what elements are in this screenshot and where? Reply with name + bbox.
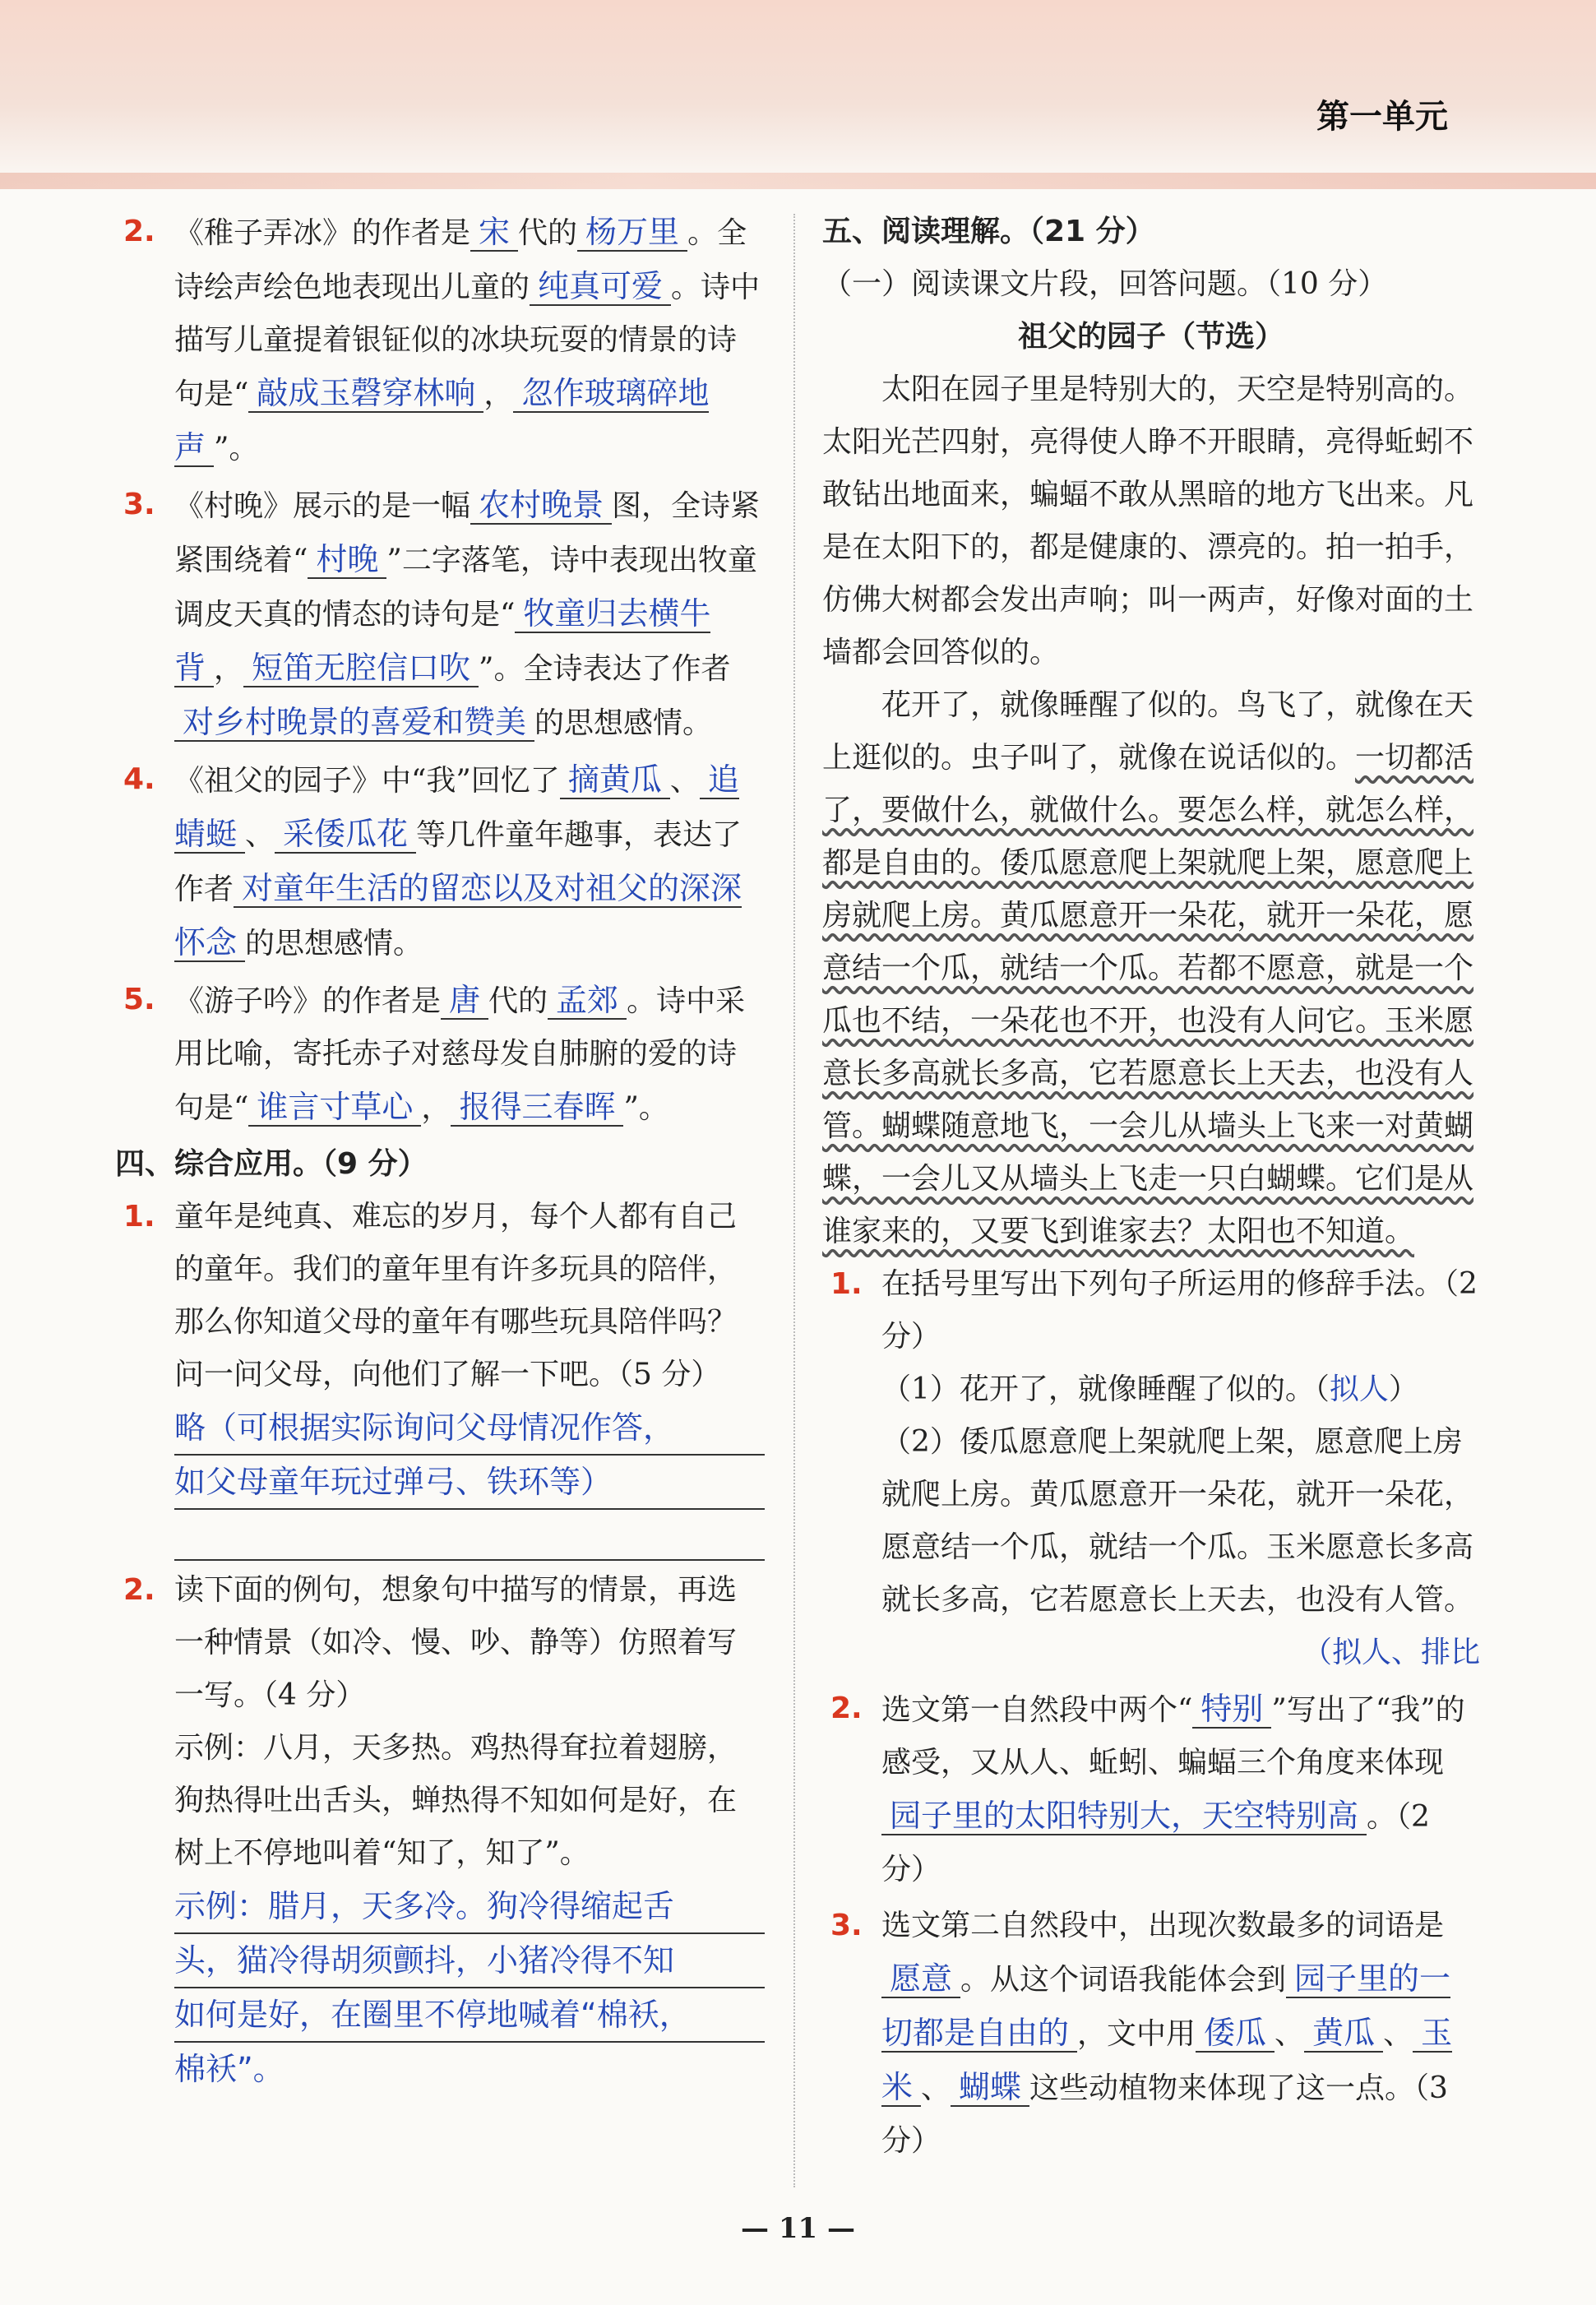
answer: 摘黄瓜	[560, 761, 670, 799]
answer-line: 头，猫冷得胡须颤抖，小猪冷得不知	[174, 1934, 765, 1988]
answer: 村晚	[308, 541, 386, 579]
section-4-question-2: 2. 读下面的例句，想象句中描写的情景，再选一种情景（如冷、慢、吵、静等）仿照着写一写。（4 分） 示例：八月，天多热。鸡热得耷拉着翅膀，狗热得吐出舌头，蝉热得不知如何是好，在树上不停地叫着“知了，知了”。 示例：腊月，天多冷。狗冷得缩起舌 头，猫冷得胡须颤抖，小猪冷得不知 如何是好，在圈里不停地喊着“棉袄， 棉袄”。	[115, 1564, 765, 2095]
answer-line: 如父母童年玩过弹弓、铁环等）	[174, 1456, 765, 1510]
question-5: 5. 《游子吟》的作者是 唐 代的 孟郊 。诗中采用比喻，寄托赤子对慈母发自肺腑的爱的诗句是“ 谁言寸草心 ， 报得三春晖 ”。	[123, 982, 746, 1125]
answer: 对童年生活的留恋以及对祖父的深深怀念	[174, 870, 742, 960]
sub-question-2: （2）倭瓜愿意爬上架就爬上架，愿意爬上房就爬上房。黄瓜愿意开一朵花，就开一朵花，愿意结一个瓜，就结一个瓜。玉米愿意长多高就长多高，它若愿意长上天去，也没有人管。	[881, 1425, 1474, 1617]
answer-line: 略（可根据实际询问父母情况作答，	[174, 1401, 765, 1456]
question-2: 2. 《稚子弄冰》的作者是 宋 代的 杨万里 。全诗绘声绘色地表现出儿童的 纯真可爱 。诗中描写儿童提着银钲似的冰块玩耍的情景的诗句是“ 敲成玉磬穿林响 ， 忽作玻璃碎地声 ”。	[123, 214, 761, 465]
section-4-question-1: 1. 童年是纯真、难忘的岁月，每个人都有自己的童年。我们的童年里有许多玩具的陪伴，那么你知道父母的童年有哪些玩具陪伴吗？问一问父母，向他们了解一下吧。（5 分） 略（可根据实际询问父母情况作答， 如父母童年玩过弹弓、铁环等）	[115, 1191, 765, 1561]
answer: 对乡村晚景的喜爱和赞美	[174, 704, 534, 742]
column-divider	[793, 214, 795, 2187]
reading-question-3: 3. 选文第二自然段中，出现次数最多的词语是愿意 。从这个词语我能体会到 园子里的一切都是自由的 ，文中用 倭瓜 、 黄瓜 、 玉米 、 蝴蝶 这些动植物来体现了这一点。（3 分）	[830, 1909, 1453, 2158]
answer: 唐	[441, 982, 488, 1020]
section-4-heading: 四、综合应用。（9 分）	[115, 1147, 428, 1181]
section-5-heading: 五、阅读理解。（21 分）	[822, 215, 1155, 248]
sub-question-1: （1）花开了，就像睡醒了似的。（拟人）	[881, 1372, 1418, 1406]
question-4: 4. 《祖父的园子》中“我”回忆了 摘黄瓜 、 追蜻蜓 、 采倭瓜花 等几件童年趣事，表达了作者 对童年生活的留恋以及对祖父的深深怀念 的思想感情。	[123, 761, 742, 960]
answer: 园子里的一切都是自由的	[881, 1960, 1451, 2051]
passage-title: 祖父的园子（节选）	[1017, 320, 1284, 354]
answer-line: 如何是好，在圈里不停地喊着“棉袄，	[174, 1988, 765, 2043]
answer-line	[174, 1510, 765, 1561]
answer: 牧童归去横牛背	[174, 595, 711, 686]
answer: 报得三春晖	[451, 1089, 623, 1127]
answer: 纯真可爱	[530, 268, 671, 306]
left-column	[115, 206, 765, 2099]
answer: 倭瓜	[1196, 2015, 1274, 2053]
answer: 谁言寸草心	[248, 1089, 421, 1127]
answer: 敲成玉磬穿林响	[248, 375, 483, 413]
part-1-heading: （一）阅读课文片段，回答问题。（10 分）	[822, 267, 1388, 301]
answer: 蝴蝶	[951, 2069, 1029, 2107]
answer: 忽作玻璃碎地声	[174, 375, 710, 465]
answer: 黄瓜	[1304, 2015, 1383, 2053]
right-column	[822, 206, 1480, 2171]
answer-line: 棉袄”。	[174, 2051, 285, 2087]
answer: 杨万里	[577, 214, 687, 252]
passage-paragraph-2: 花开了，就像睡醒了似的。鸟飞了，就像在天上逛似的。虫子叫了，就像在说话似的。一切都活了，要做什么，就做什么。要怎么样，就怎么样，都是自由的。倭瓜愿意爬上架就爬上架，愿意爬上房就爬上房。黄瓜愿意开一朵花，就开一朵花，愿意结一个瓜，就结一个瓜。若都不愿意，就是一个瓜也不结，一朵花也不开，也没有人问它。玉米愿意长多高就长多高，它若愿意长上天去，也没有人管。蝴蝶随意地飞，一会儿从墙头上飞来一对黄蝴蝶，一会儿又从墙头上飞走一只白蝴蝶。它们是从谁家来的，又要飞到谁家去？太阳也不知道。	[822, 688, 1474, 1248]
answer-line: 示例：腊月，天多冷。狗冷得缩起舌	[174, 1880, 765, 1934]
page-header	[0, 0, 1596, 189]
answer: 采倭瓜花	[275, 816, 416, 854]
answer: 孟郊	[548, 982, 627, 1020]
reading-question-1: 1. 在括号里写出下列句子所运用的修辞手法。（2 分） （1）花开了，就像睡醒了似的。（拟人） （2）倭瓜愿意爬上架就爬上架，愿意爬上房就爬上房。黄瓜愿意开一朵花，就开一朵花，愿意结一个瓜，就结一个瓜。玉米愿意长多高就长多高，它若愿意长上天去，也没有人管。 （拟人、排比	[822, 1258, 1480, 1679]
answer: 园子里的太阳特别大，天空特别高	[881, 1798, 1367, 1835]
example-text: 示例：八月，天多热。鸡热得耷拉着翅膀，狗热得吐出舌头，蝉热得不知如何是好，在树上不停地叫着“知了，知了”。	[174, 1731, 738, 1870]
answer: 愿意	[881, 1960, 960, 1998]
answer: 农村晚景	[470, 487, 612, 525]
answer: 短笛无腔信口吹	[243, 650, 479, 687]
passage-paragraph-1: 太阳在园子里是特别大的，天空是特别高的。太阳光芒四射，亮得使人睁不开眼睛，亮得蚯蚓不敢钻出地面来，蝙蝠不敢从黑暗的地方飞出来。凡是在太阳下的，都是健康的、漂亮的。拍一拍手，仿佛大树都会发出声响；叫一两声，好像对面的土墙都会回答似的。	[822, 373, 1474, 669]
answer: 追蜻蜓	[174, 761, 739, 852]
page-number: — 11 —	[741, 2212, 855, 2245]
reading-question-2: 2. 选文第一自然段中两个“ 特别 ”写出了“我”的感受，又从人、蚯蚓、蝙蝠三个角度来体现园子里的太阳特别大，天空特别高 。（2 分）	[830, 1691, 1465, 1886]
answer: 玉米	[881, 2015, 1453, 2105]
unit-label: 第一单元	[1316, 98, 1448, 136]
question-3: 3. 《村晚》展示的是一幅 农村晚景 图，全诗紧紧围绕着“ 村晚 ”二字落笔，诗中表现出牧童调皮天真的情态的诗句是“ 牧童归去横牛背 ， 短笛无腔信口吹 ”。全诗表达了作者对乡村晚景的喜爱和赞美 的思想感情。	[123, 487, 761, 740]
answer: 特别	[1192, 1691, 1271, 1729]
sub-answer-2: （拟人、排比	[1302, 1636, 1480, 1669]
answer: 宋	[470, 214, 518, 252]
